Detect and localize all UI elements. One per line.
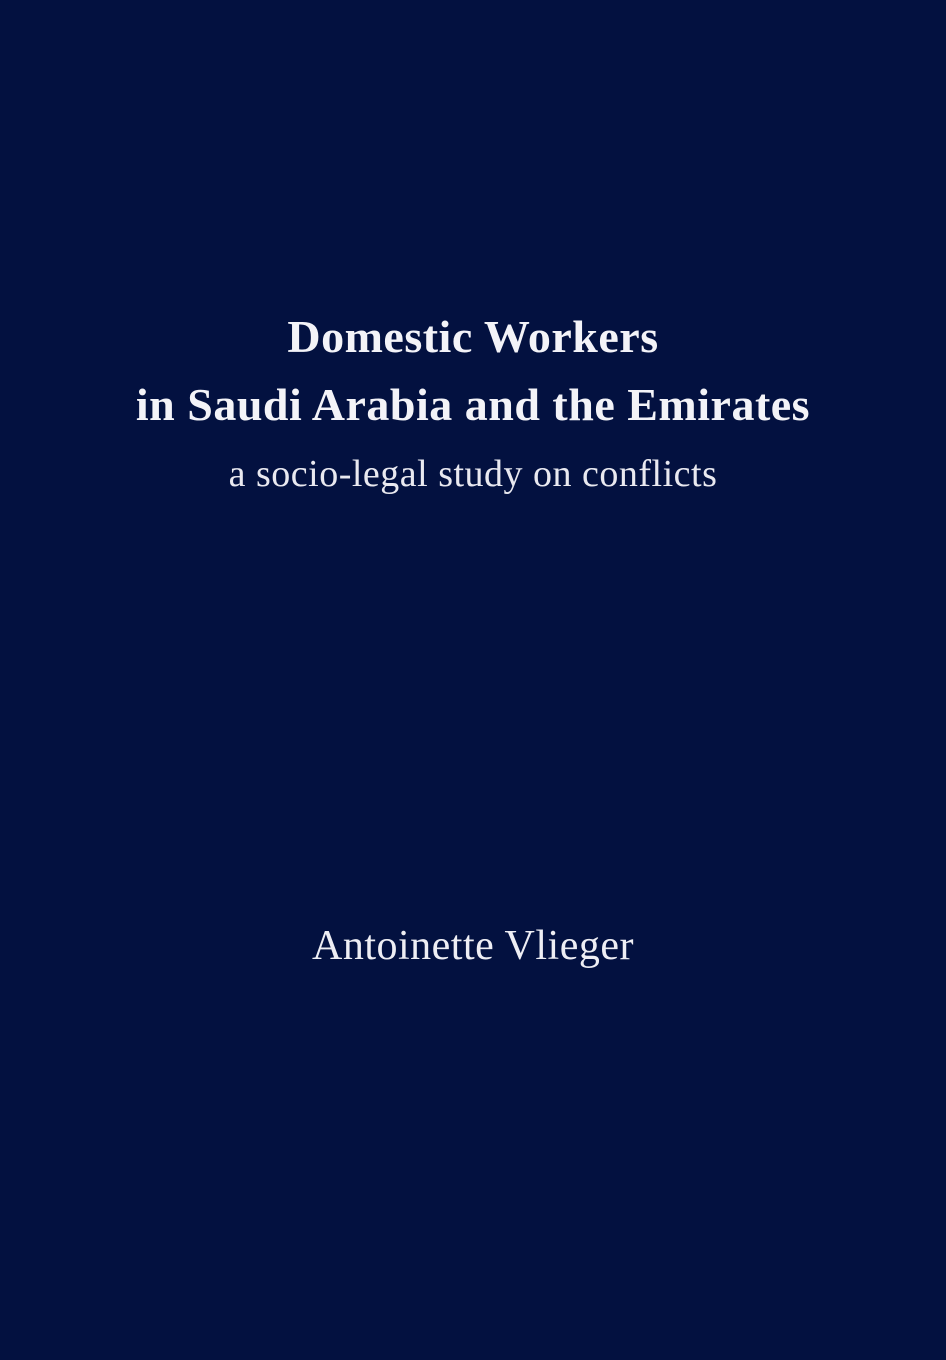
book-title-line-2: in Saudi Arabia and the Emirates [135, 379, 811, 430]
book-title-line-1: Domestic Workers [287, 311, 659, 362]
title-block [0, 303, 946, 509]
book-subtitle: a socio-legal study on conflicts [228, 453, 718, 495]
book-author: Antoinette Vlieger [312, 923, 634, 969]
